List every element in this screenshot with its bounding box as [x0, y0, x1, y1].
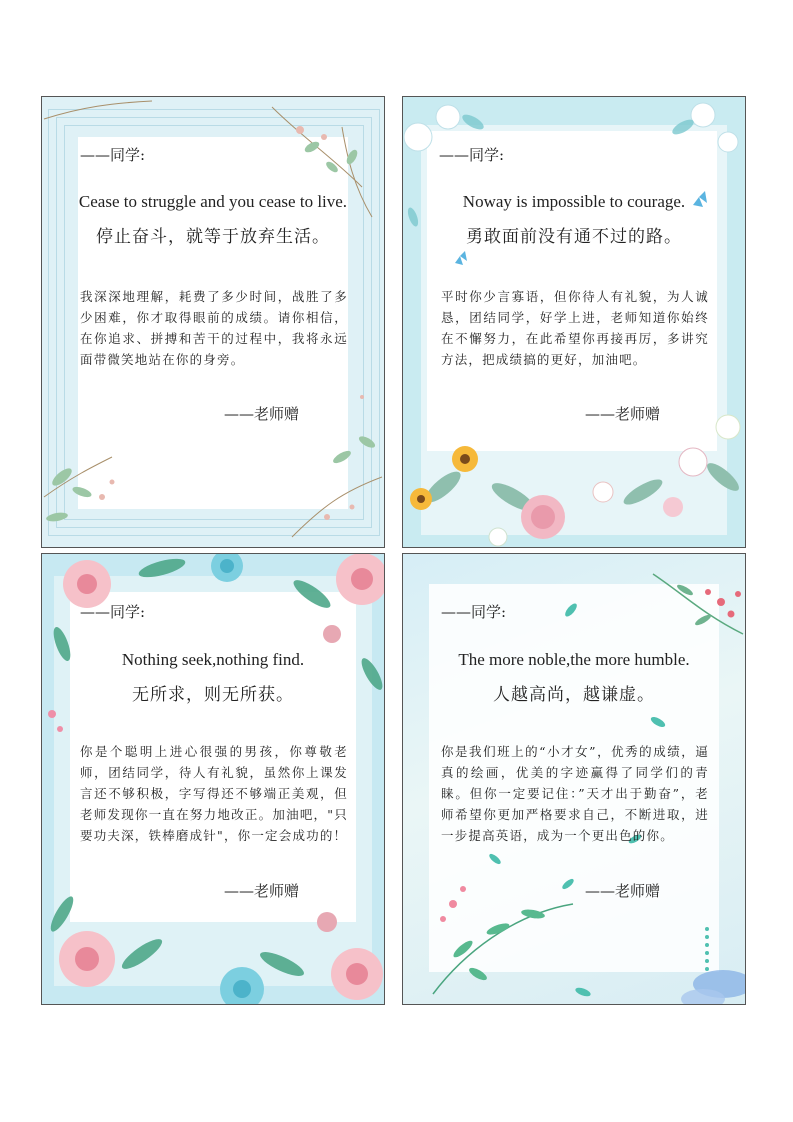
card-4	[402, 553, 746, 1005]
chinese-quote: 人越高尚，越谦虚。	[493, 685, 655, 705]
chinese-quote: 停止奋斗，就等于放弃生活。	[96, 227, 330, 247]
message-body: 你是个聪明上进心很强的男孩，你尊敬老师，团结同学，待人有礼貌，虽然你上课发言还不够积极，字写得还不够端正美观，但老师发现你一直在努力地改正。加油吧，"只要功夫深，铁棒磨成针"，你一定会成功的！	[80, 744, 348, 843]
chinese-quote: 无所求，则无所获。	[132, 685, 294, 705]
greeting: ——同学:	[441, 603, 507, 621]
greeting: ——同学:	[80, 603, 146, 621]
signature: ——老师赠	[224, 405, 300, 423]
english-quote: Noway is impossible to courage.	[462, 192, 686, 211]
greeting: ——同学:	[439, 146, 505, 164]
signature: ——老师赠	[585, 405, 661, 423]
chinese-quote: 勇敢面前没有通不过的路。	[466, 227, 682, 247]
card-1	[41, 96, 385, 548]
greeting: ——同学:	[80, 146, 146, 164]
message-body: 你是我们班上的“小才女”，优秀的成绩，逼真的绘画，优美的字迹赢得了同学们的青睐。但你一定要记住：”天才出于勤奋”，老师希望你更加严格要求自己，不断进取，进一步提高英语，成为一个更出色的你。	[441, 744, 709, 843]
signature: ——老师赠	[224, 882, 300, 900]
signature: ——老师赠	[585, 882, 661, 900]
message-body: 平时你少言寡语，但你待人有礼貌，为人诚恳，团结同学，好学上进，老师知道你始终在不懈努力，在此希望你再接再厉，多讲究方法，把成绩搞的更好，加油吧。	[441, 289, 709, 367]
card-2	[402, 96, 746, 548]
english-quote: The more noble,the more humble.	[458, 650, 690, 669]
english-quote: Cease to struggle and you cease to live.	[78, 192, 348, 211]
english-quote: Nothing seek,nothing find.	[121, 650, 305, 669]
card-3	[41, 553, 385, 1005]
message-body: 我深深地理解，耗费了多少时间，战胜了多少困难，你才取得眼前的成绩。请你相信，在你追求、拼搏和苦干的过程中，我将永远面带微笑地站在你的身旁。	[80, 289, 348, 367]
